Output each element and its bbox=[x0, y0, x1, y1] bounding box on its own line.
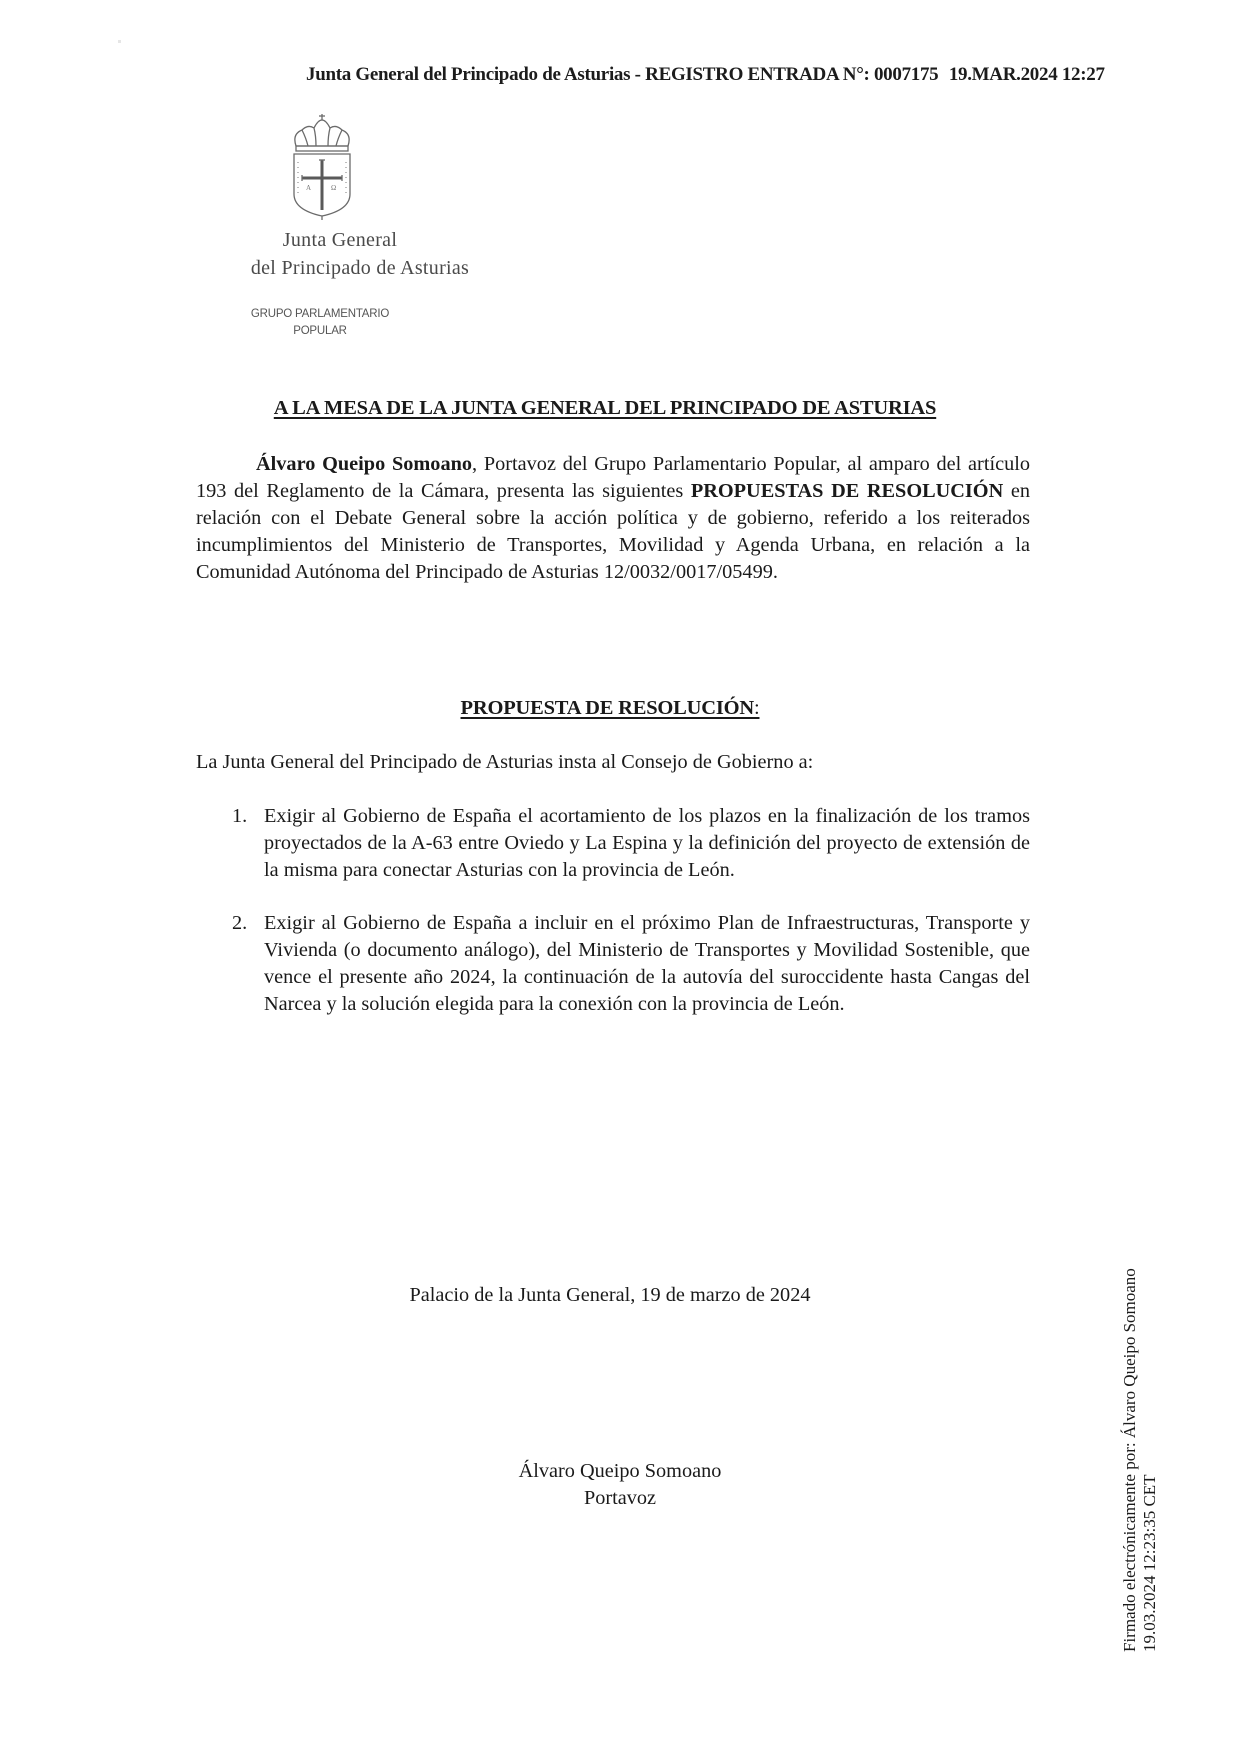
registry-separator: - bbox=[634, 64, 641, 85]
resolution-text: Exigir al Gobierno de España el acortamiento de los plazos en la finalización de los tramos proyectados de la A-63 entre Oviedo y La Espina y la definición del proyecto de extensión de la misma para conectar Asturias con la provincia de León. bbox=[264, 805, 1030, 881]
intro-paragraph bbox=[196, 451, 1030, 586]
svg-text:A: A bbox=[306, 184, 312, 192]
addressee-heading: A LA MESA DE LA JUNTA GENERAL DEL PRINCIPADO DE ASTURIAS bbox=[273, 397, 937, 419]
signature-block bbox=[380, 1458, 860, 1512]
institution-name bbox=[240, 226, 480, 282]
registry-stamp bbox=[306, 64, 1226, 86]
place-date: Palacio de la Junta General, 19 de marzo de 2024 bbox=[409, 1284, 811, 1306]
registry-institution: Junta General del Principado de Asturias bbox=[306, 64, 631, 85]
institution-line-1: Junta General bbox=[282, 229, 398, 251]
scan-artifact bbox=[118, 40, 121, 43]
resolution-lead: La Junta General del Principado de Asturias insta al Consejo de Gobierno a: bbox=[196, 751, 814, 773]
parliamentary-group bbox=[230, 306, 410, 340]
registry-number: 0007175 bbox=[873, 64, 939, 85]
resolution-heading-text: PROPUESTA DE RESOLUCIÓN bbox=[460, 697, 754, 719]
group-line-1: GRUPO PARLAMENTARIO bbox=[250, 308, 390, 320]
resolution-item bbox=[196, 910, 1030, 1018]
intro-emphasis: PROPUESTAS DE RESOLUCIÓN bbox=[690, 480, 1004, 502]
signatory-name: Álvaro Queipo Somoano bbox=[518, 1460, 722, 1482]
intro-text-1: , Portavoz del Grupo Parlamentario Popular, al amparo del artículo 193 del Reglamento de la Cámara, presenta las siguientes bbox=[196, 453, 1031, 502]
signatory-role: Portavoz bbox=[583, 1487, 657, 1509]
resolution-item bbox=[196, 803, 1030, 884]
svg-text:Ω: Ω bbox=[331, 184, 337, 192]
registry-label: REGISTRO ENTRADA N°: bbox=[645, 64, 870, 85]
resolution-list bbox=[196, 803, 1030, 1044]
resolution-number: 2. bbox=[232, 912, 248, 934]
group-line-2: POPULAR bbox=[293, 325, 347, 337]
e-signature-line-1: Firmado electrónicamente por: Álvaro Queipo Somoano bbox=[1120, 1268, 1139, 1652]
electronic-signature-stamp bbox=[1120, 1212, 1160, 1652]
institution-line-2: del Principado de Asturias bbox=[250, 257, 470, 279]
e-signature-line-2: 19.03.2024 12:23:35 CET bbox=[1140, 1474, 1159, 1652]
resolution-text: Exigir al Gobierno de España a incluir en el próximo Plan de Infraestructuras, Transporte y Vivienda (o documento análogo), del Ministerio de Transportes y Movilidad Sostenible, que vence el presente año 2024, la continuación de la autovía del suroccidente hasta Cangas del Narcea y la solución elegida para la conexión con la provincia de León. bbox=[264, 912, 1030, 1015]
resolution-number: 1. bbox=[232, 805, 248, 827]
resolution-heading bbox=[200, 697, 1020, 720]
registry-datetime: 19.MAR.2024 12:27 bbox=[948, 64, 1105, 85]
resolution-heading-colon: : bbox=[753, 697, 760, 719]
intro-author: Álvaro Queipo Somoano bbox=[256, 453, 473, 475]
intro-text-2: en relación con el Debate General sobre la acción política y de gobierno, referido a los reiterados incumplimientos del Ministerio de Transportes, Movilidad y Agenda Urbana, en relación a la Comunidad Autónoma del Principado de Asturias 12/0032/0017/05499. bbox=[196, 480, 1030, 583]
asturias-coat-of-arms-icon bbox=[284, 112, 360, 222]
